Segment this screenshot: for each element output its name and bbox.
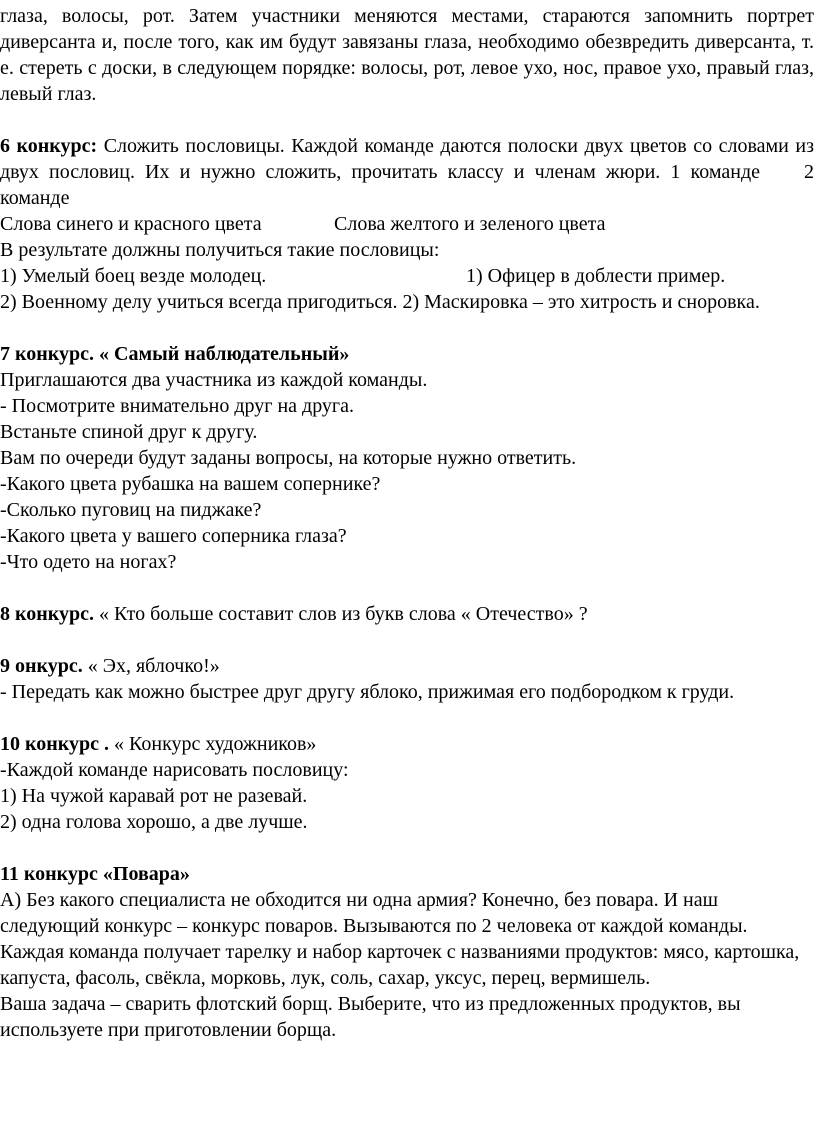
contest6-row1-left: 1) Умелый боец везде молодец. — [0, 265, 267, 287]
contest11-title: 11 конкурс «Повара» — [0, 863, 190, 885]
contest7-line: -Какого цвета у вашего соперника глаза? — [0, 525, 347, 547]
contest10-heading — [0, 731, 814, 757]
contest6-proverb-row-2: 2) Военному делу учиться всегда пригодиться. 2) Маскировка – это хитрость и сноровка. — [0, 291, 760, 313]
contest9-heading — [0, 653, 814, 679]
spacer — [0, 575, 814, 601]
contest6-team2: 2 команде — [0, 161, 814, 209]
contest7-title-text: 7 конкурс. « Самый наблюдательный» — [0, 343, 350, 365]
contest6-proverb-row-1 — [0, 263, 814, 289]
contest10-line: 1) На чужой каравай рот не разевай. — [0, 785, 308, 807]
contest11-heading — [0, 861, 814, 887]
contest6-title: 6 конкурс: — [0, 135, 98, 157]
spacer — [0, 705, 814, 731]
contest11-paragraph-3: Ваша задача – сварить флотский борщ. Выберите, что из предложенных продуктов, вы используете при приготовлении борща. — [0, 993, 741, 1041]
contest6-columns-heading — [0, 211, 814, 237]
spacer — [0, 315, 814, 341]
contest11-paragraph-1: А) Без какого специалиста не обходится ни одна армия? Конечно, без повара. И наш следующий конкурс – конкурс поваров. Вызываются по 2 человека от каждой команды. — [0, 889, 748, 937]
contest10-title: 10 конкурс . — [0, 733, 110, 755]
contest6-col2-heading: Слова желтого и зеленого цвета — [334, 213, 606, 235]
contest8-paragraph — [0, 601, 814, 627]
contest7-line: Встаньте спиной друг к другу. — [0, 421, 258, 443]
contest6-paragraph — [0, 133, 814, 211]
contest9-description: - Передать как можно быстрее друг другу яблоко, прижимая его подбородком к груди. — [0, 681, 735, 703]
contest7-line: -Что одето на ногах? — [0, 551, 177, 573]
contest6-text: Сложить пословицы. Каждой команде даются полоски двух цветов со словами из двух пословиц. Их и нужно сложить, прочитать классу и членам жюри. 1 команде — [0, 135, 814, 183]
contest6-result-intro: В результате должны получиться такие пословицы: — [0, 239, 440, 261]
contest9-text: « Эх, яблочко!» — [82, 655, 220, 677]
spacer — [0, 627, 814, 653]
contest6-row1-right: 1) Офицер в доблести пример. — [466, 265, 726, 287]
contest7-line: Вам по очереди будут заданы вопросы, на которые нужно ответить. — [0, 447, 577, 469]
contest10-line: 2) одна голова хорошо, а две лучше. — [0, 811, 308, 833]
contest8-title: 8 конкурс. — [0, 603, 95, 625]
spacer — [0, 835, 814, 861]
spacer — [0, 107, 814, 133]
contest7-line: -Сколько пуговиц на пиджаке? — [0, 499, 262, 521]
contest7-title — [0, 341, 814, 367]
contest10-line: -Каждой команде нарисовать пословицу: — [0, 759, 349, 781]
contest8-text: « Кто больше составит слов из букв слова « Отечество» ? — [94, 603, 588, 625]
intro-paragraph: глаза, волосы, рот. Затем участники меняются местами, стараются запомнить портрет диверсанта и, после того, как им будут завязаны глаза, необходимо обезвредить диверсанта, т. е. стереть с доски, в следующем порядке: волосы, рот, левое ухо, нос, правое ухо, правый глаз, левый глаз. — [0, 5, 814, 105]
contest7-line: - Посмотрите внимательно друг на друга. — [0, 395, 355, 417]
contest6-col1-heading: Слова синего и красного цвета — [0, 213, 262, 235]
contest10-text: « Конкурс художников» — [109, 733, 317, 755]
contest7-line: -Какого цвета рубашка на вашем сопернике? — [0, 473, 381, 495]
contest7-line: Приглашаются два участника из каждой команды. — [0, 369, 428, 391]
contest11-paragraph-2: Каждая команда получает тарелку и набор карточек с названиями продуктов: мясо, картошка, капуста, фасоль, свёкла, морковь, лук, соль, сахар, уксус, перец, вермишель. — [0, 941, 800, 989]
contest9-title: 9 онкурс. — [0, 655, 83, 677]
